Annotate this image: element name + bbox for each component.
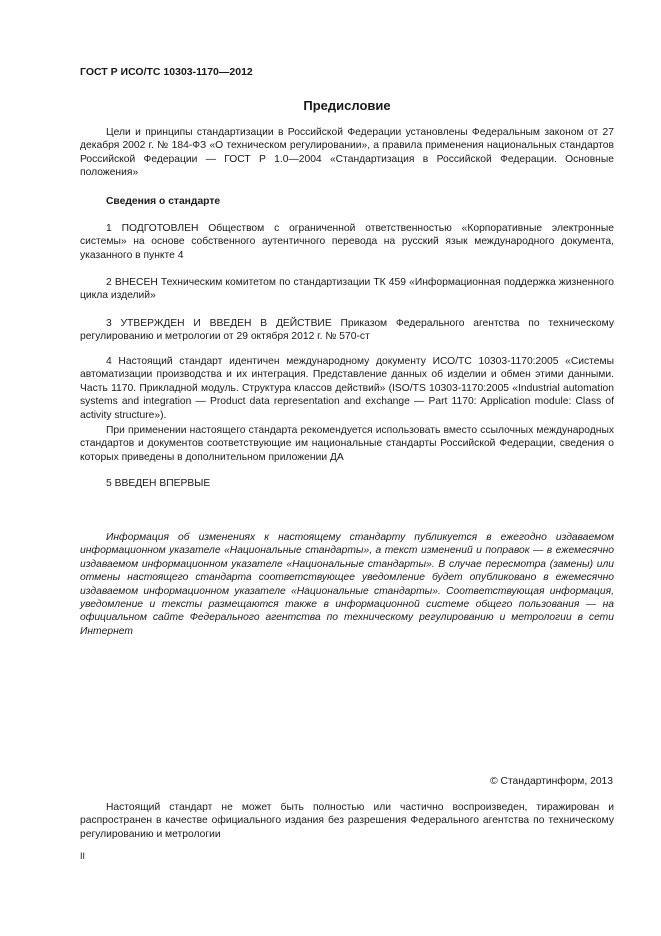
page-number: II bbox=[80, 851, 86, 861]
item-5: 5 ВВЕДЕН ВПЕРВЫЕ bbox=[106, 478, 211, 489]
reproduction-notice: Настоящий стандарт не может быть полностью или частично воспроизведен, тиражирован и распространен в качестве официального издания без разрешения Федерального агентства по техническому регулированию и метрологии bbox=[80, 802, 614, 840]
item-4: 4 Настоящий стандарт идентичен международному документу ИСО/ТС 10303-1170:2005 «Системы автоматизации производства и их интеграция. Представление данных об изделии и обмен этими данными. Часть 1170. Прикладной модуль. Структура классов действий» (ISO/TS 10303-1170:2005 «Industrial automation systems and integration — Product data representation and exchange — Part 1170: Application module: Class of activity structure»). bbox=[80, 356, 614, 421]
page-title: Предисловие bbox=[303, 98, 391, 113]
section-title: Сведения о стандарте bbox=[106, 196, 221, 207]
item-1: 1 ПОДГОТОВЛЕН Обществом с ограниченной ответственностью «Корпоративные электронные системы» на основе собственного аутентичного перевода на русский язык международного документа, указанного в пункте 4 bbox=[80, 223, 614, 261]
intro-paragraph: Цели и принципы стандартизации в Российской Федерации установлены Федеральным законом от 27 декабря 2002 г. № 184-ФЗ «О техническом регулировании», а правила применения национальных стандартов Российской Федерации — ГОСТ Р 1.0—2004 «Стандартизация в Российской Федерации. Основные положения» bbox=[80, 127, 614, 179]
copyright: © Стандартинформ, 2013 bbox=[490, 776, 613, 787]
notice-paragraph: Информация об изменениях к настоящему стандарту публикуется в ежегодно издаваемом информационном указателе «Национальные стандарты», а текст изменений и поправок — в ежемесячно издаваемом информационном указателе «Национальные стандарты». В случае пересмотра (замены) или отмены настоящего стандарта соответствующее уведомление будет опубликовано в ежемесячно издаваемом информационном указателе «Национальные стандарты». Соответствующая информация, уведомление и тексты размещаются также в информационной системе общего пользования — на официальном сайте Федерального агентства по техническому регулированию и метрологии в сети Интернет bbox=[80, 532, 614, 637]
document-code: ГОСТ Р ИСО/ТС 10303-1170—2012 bbox=[80, 66, 253, 78]
item-2: 2 ВНЕСЕН Техническим комитетом по стандартизации ТК 459 «Информационная поддержка жизненного цикла изделий» bbox=[80, 277, 614, 302]
item-3: 3 УТВЕРЖДЕН И ВВЕДЕН В ДЕЙСТВИЕ Приказом Федерального агентства по техническому регулированию и метрологии от 29 октября 2012 г. № 570-ст bbox=[80, 318, 614, 343]
item-4-note: При применении настоящего стандарта рекомендуется использовать вместо ссылочных международных стандартов и документов соответствующие им национальные стандарты Российской Федерации, сведения о которых приведены в дополнительном приложении ДА bbox=[80, 425, 614, 463]
